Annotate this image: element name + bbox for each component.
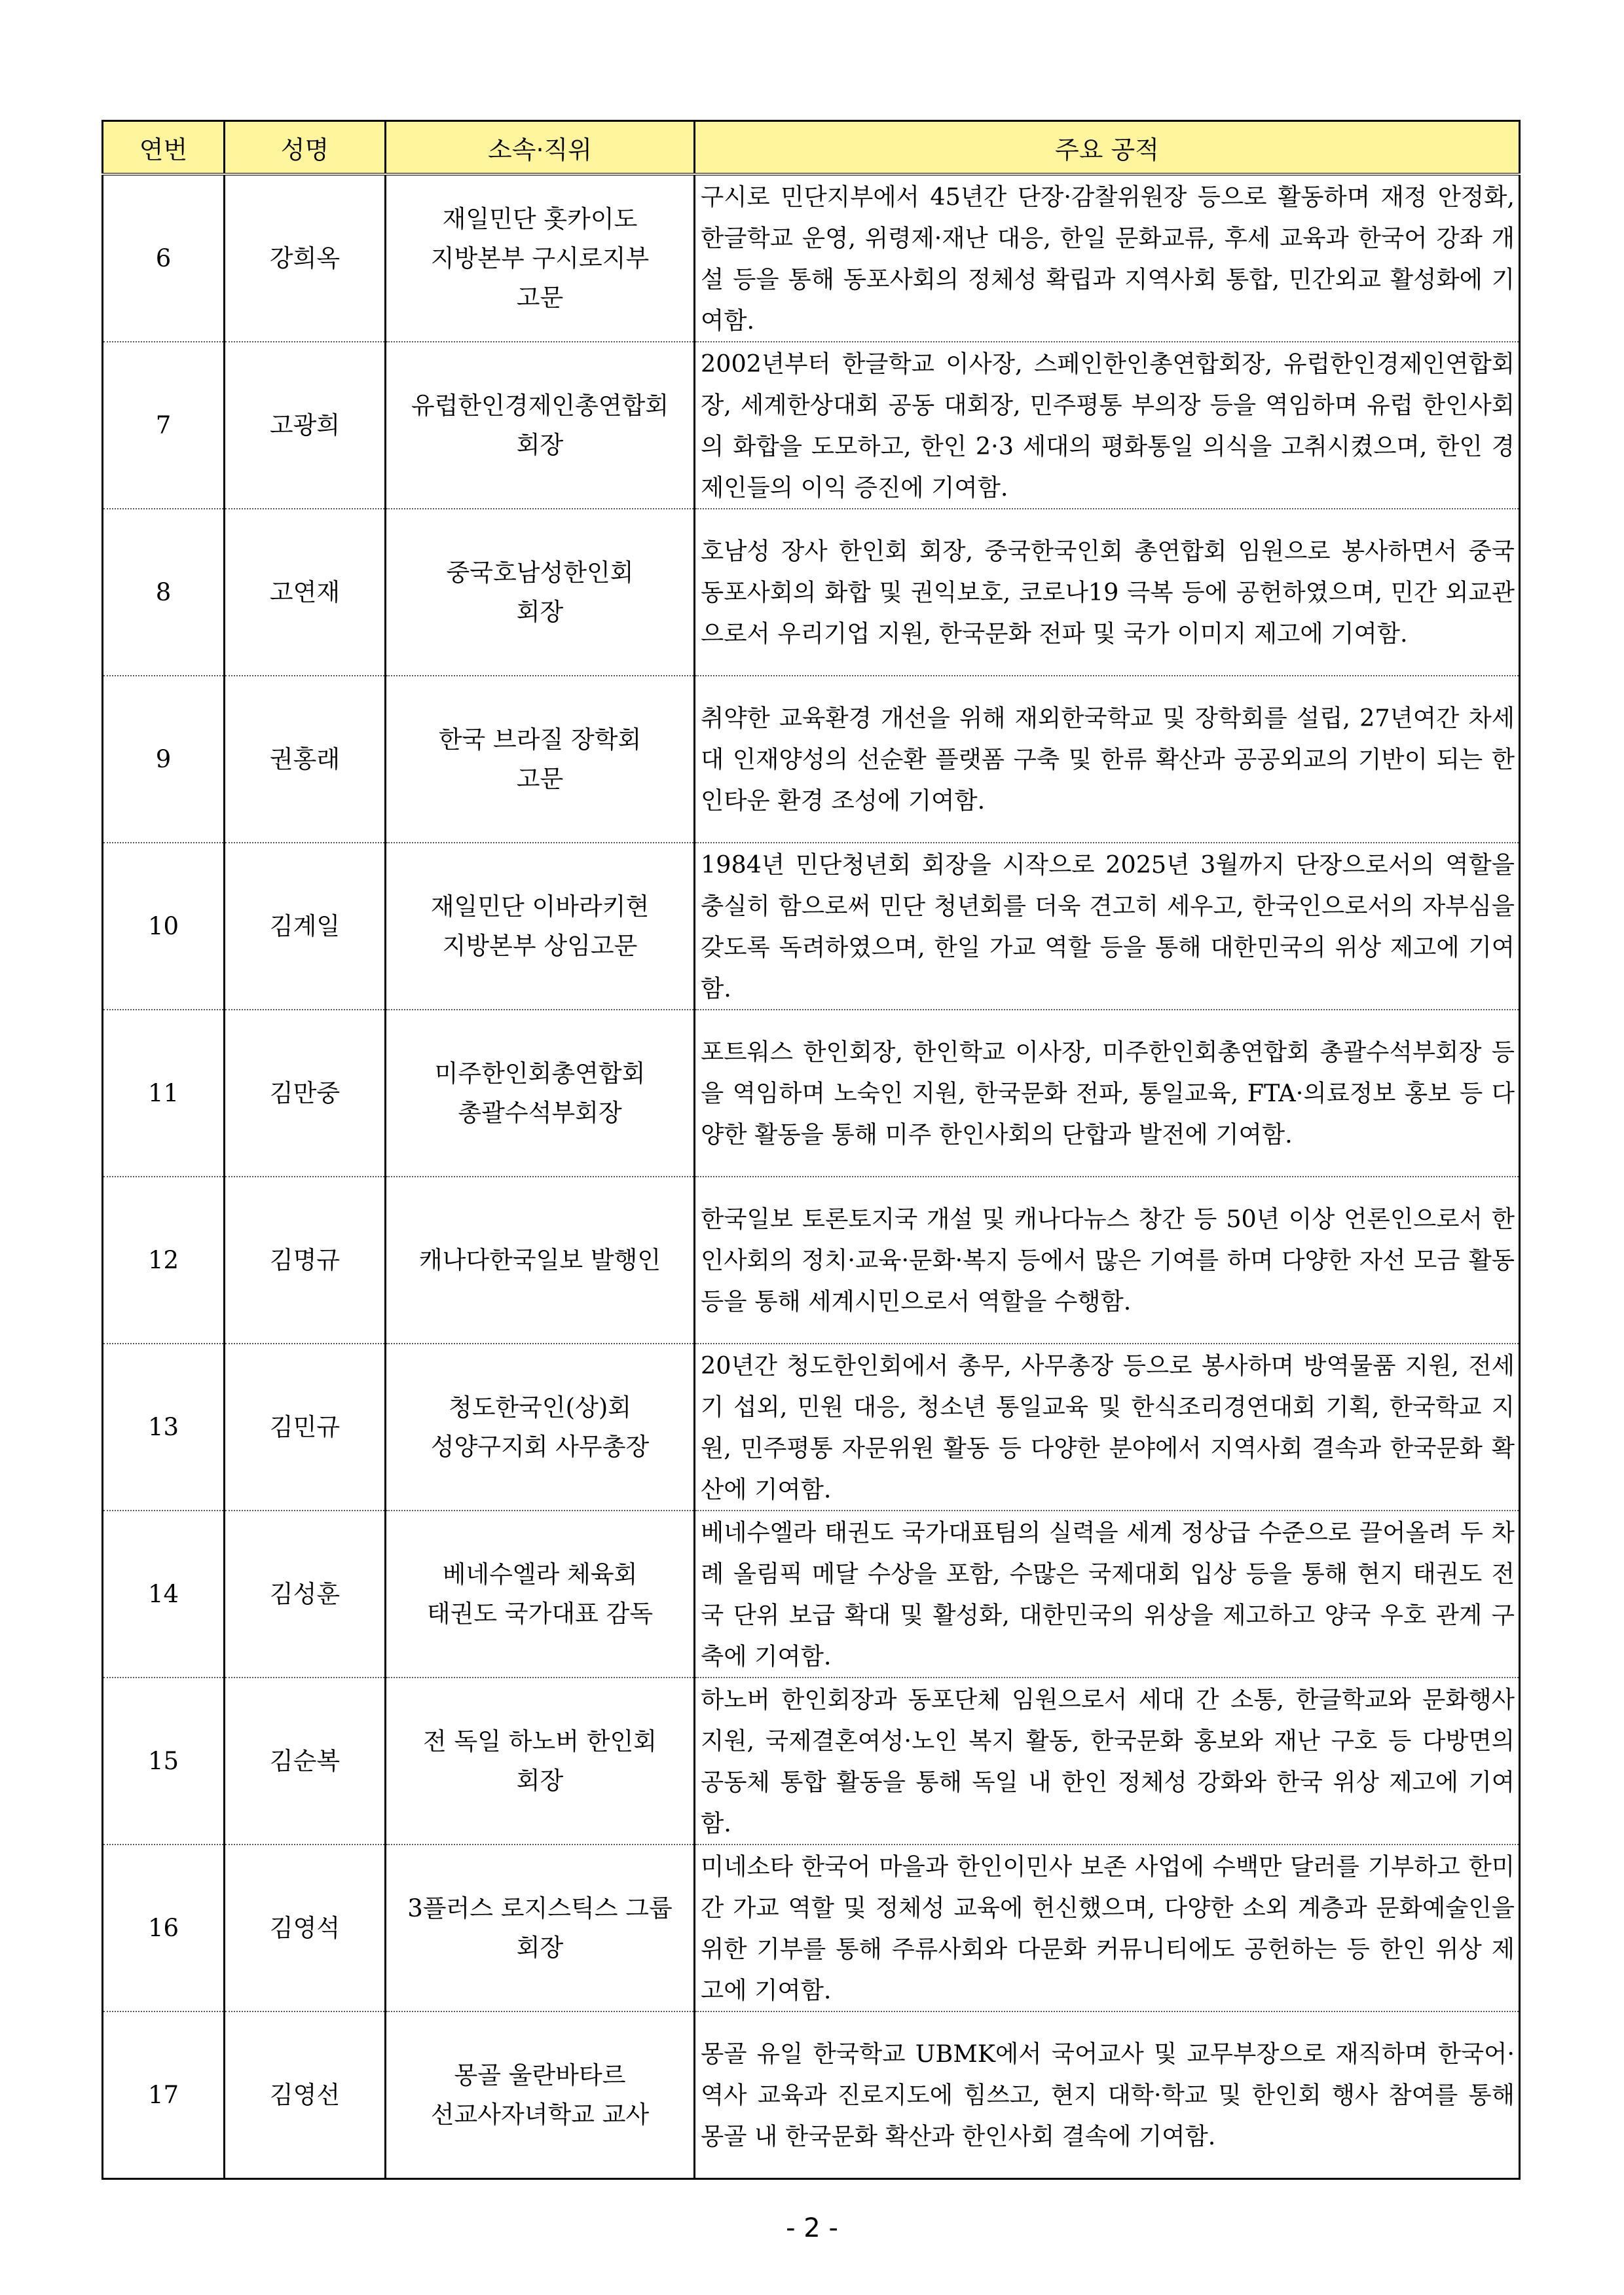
affiliation-line: 베네수엘라 체육회 [442, 1560, 638, 1588]
achievements-text: 2002년부터 한글학교 이사장, 스페인한인총연합회장, 유럽한인경제인연합회장, 세계한상대회 공동 대회장, 민주평통 부의장 등을 역임하며 유럽 한인사회의 화합을 도모하고, 한인 2·3 세대의 평화통일 의식을 고취시켰으며, 한인 경제인들의 이익 증진에 기여함. [695, 342, 1520, 509]
person-name: 김영석 [225, 1845, 386, 2011]
table-header-row [103, 121, 1520, 175]
header-name: 성명 [225, 121, 386, 175]
table-row [103, 509, 1520, 676]
row-number: 6 [103, 174, 225, 342]
affiliation-line: 고문 [516, 283, 564, 312]
affiliation-cell [386, 843, 695, 1010]
awards-table [101, 120, 1521, 2180]
affiliation-line: 3플러스 로지스틱스 그룹 [407, 1894, 673, 1922]
affiliation-line: 유럽한인경제인총연합회 [411, 391, 669, 420]
affiliation-line: 성양구지회 사무총장 [430, 1432, 650, 1461]
affiliation-line: 한국 브라질 장학회 [438, 725, 642, 754]
affiliation-line: 재일민단 이바라키현 [430, 892, 650, 921]
row-number: 7 [103, 342, 225, 509]
affiliation-line: 몽골 울란바타르 [454, 2061, 626, 2089]
table-row [103, 174, 1520, 342]
header-affiliation: 소속·직위 [386, 121, 695, 175]
affiliation-line: 태권도 국가대표 감독 [426, 1599, 654, 1628]
affiliation-cell [386, 676, 695, 843]
table-row [103, 676, 1520, 843]
affiliation-cell [386, 1678, 695, 1845]
affiliation-cell [386, 1177, 695, 1344]
achievements-text: 구시로 민단지부에서 45년간 단장·감찰위원장 등으로 활동하며 재정 안정화, 한글학교 운영, 위령제·재난 대응, 한일 문화교류, 후세 교육과 한국어 강좌 개설 등을 통해 동포사회의 정체성 확립과 지역사회 통합, 민간외교 활성화에 기여함. [695, 174, 1520, 342]
person-name: 김성훈 [225, 1511, 386, 1678]
affiliation-line: 고문 [516, 764, 564, 793]
document-page [101, 120, 1519, 2180]
table-row [103, 843, 1520, 1010]
row-number: 11 [103, 1010, 225, 1177]
affiliation-line: 회장 [516, 597, 564, 626]
person-name: 김계일 [225, 843, 386, 1010]
person-name: 권홍래 [225, 676, 386, 843]
table-body [103, 174, 1520, 2179]
person-name: 김민규 [225, 1344, 386, 1511]
table-row [103, 2011, 1520, 2179]
affiliation-line: 총괄수석부회장 [458, 1098, 622, 1127]
affiliation-cell [386, 1010, 695, 1177]
row-number: 10 [103, 843, 225, 1010]
affiliation-line: 전 독일 하노버 한인회 [423, 1727, 657, 1755]
achievements-text: 미네소타 한국어 마을과 한인이민사 보존 사업에 수백만 달러를 기부하고 한미 간 가교 역할 및 정체성 교육에 헌신했으며, 다양한 소외 계층과 문화예술인을 위한 기부를 통해 주류사회와 다문화 커뮤니티에도 공헌하는 등 한인 위상 제고에 기여함. [695, 1845, 1520, 2011]
affiliation-line: 재일민단 홋카이도 [442, 204, 638, 233]
achievements-text: 몽골 유일 한국학교 UBMK에서 국어교사 및 교무부장으로 재직하며 한국어·역사 교육과 진로지도에 힘쓰고, 현지 대학·학교 및 한인회 행사 참여를 통해 몽골 내 한국문화 확산과 한인사회 결속에 기여함. [695, 2011, 1520, 2179]
table-row [103, 1177, 1520, 1344]
affiliation-line: 선교사자녀학교 교사 [430, 2100, 650, 2129]
affiliation-line: 캐나다한국일보 발행인 [418, 1245, 661, 1274]
affiliation-line: 회장 [516, 1766, 564, 1795]
affiliation-cell [386, 1845, 695, 2011]
achievements-text: 호남성 장사 한인회 회장, 중국한국인회 총연합회 임원으로 봉사하면서 중국 동포사회의 화합 및 권익보호, 코로나19 극복 등에 공헌하였으며, 민간 외교관으로서 우리기업 지원, 한국문화 전파 및 국가 이미지 제고에 기여함. [695, 509, 1520, 676]
person-name: 강희옥 [225, 174, 386, 342]
affiliation-line: 회장 [516, 430, 564, 459]
achievements-text: 하노버 한인회장과 동포단체 임원으로서 세대 간 소통, 한글학교와 문화행사 지원, 국제결혼여성·노인 복지 활동, 한국문화 홍보와 재난 구호 등 다방면의 공동체 통합 활동을 통해 독일 내 한인 정체성 강화와 한국 위상 제고에 기여함. [695, 1678, 1520, 1845]
row-number: 14 [103, 1511, 225, 1678]
affiliation-cell [386, 174, 695, 342]
affiliation-line: 미주한인회총연합회 [434, 1059, 646, 1088]
person-name: 김영선 [225, 2011, 386, 2179]
row-number: 15 [103, 1678, 225, 1845]
table-row [103, 1511, 1520, 1678]
achievements-text: 20년간 청도한인회에서 총무, 사무총장 등으로 봉사하며 방역물품 지원, 전세기 섭외, 민원 대응, 청소년 통일교육 및 한식조리경연대회 기획, 한국학교 지원, 민주평통 자문위원 활동 등 다양한 분야에서 지역사회 결속과 한국문화 확산에 기여함. [695, 1344, 1520, 1511]
affiliation-line: 중국호남성한인회 [446, 558, 634, 587]
affiliation-line: 지방본부 상임고문 [442, 931, 638, 960]
person-name: 고연재 [225, 509, 386, 676]
achievements-text: 한국일보 토론토지국 개설 및 캐나다뉴스 창간 등 50년 이상 언론인으로서 한인사회의 정치·교육·문화·복지 등에서 많은 기여를 하며 다양한 자선 모금 활동 등을 통해 세계시민으로서 역할을 수행함. [695, 1177, 1520, 1344]
row-number: 12 [103, 1177, 225, 1344]
row-number: 16 [103, 1845, 225, 2011]
row-number: 8 [103, 509, 225, 676]
row-number: 13 [103, 1344, 225, 1511]
achievements-text: 1984년 민단청년회 회장을 시작으로 2025년 3월까지 단장으로서의 역할을 충실히 함으로써 민단 청년회를 더욱 견고히 세우고, 한국인으로서의 자부심을 갖도록 독려하였으며, 한일 가교 역할 등을 통해 대한민국의 위상 제고에 기여함. [695, 843, 1520, 1010]
person-name: 고광희 [225, 342, 386, 509]
row-number: 17 [103, 2011, 225, 2179]
row-number: 9 [103, 676, 225, 843]
table-row [103, 1010, 1520, 1177]
header-no: 연번 [103, 121, 225, 175]
person-name: 김명규 [225, 1177, 386, 1344]
table-row [103, 1845, 1520, 2011]
header-achievements: 주요 공적 [695, 121, 1520, 175]
affiliation-line: 회장 [516, 1933, 564, 1962]
affiliation-line: 지방본부 구시로지부 [430, 244, 650, 272]
person-name: 김만중 [225, 1010, 386, 1177]
achievements-text: 포트워스 한인회장, 한인학교 이사장, 미주한인회총연합회 총괄수석부회장 등을 역임하며 노숙인 지원, 한국문화 전파, 통일교육, FTA·의료정보 홍보 등 다양한 활동을 통해 미주 한인사회의 단합과 발전에 기여함. [695, 1010, 1520, 1177]
person-name: 김순복 [225, 1678, 386, 1845]
achievements-text: 베네수엘라 태권도 국가대표팀의 실력을 세계 정상급 수준으로 끌어올려 두 차례 올림픽 메달 수상을 포함, 수많은 국제대회 입상 등을 통해 현지 태권도 전국 단위 보급 확대 및 활성화, 대한민국의 위상을 제고하고 양국 우호 관계 구축에 기여함. [695, 1511, 1520, 1678]
page-number: - 2 - [786, 2213, 838, 2243]
affiliation-cell [386, 342, 695, 509]
table-row [103, 342, 1520, 509]
affiliation-cell [386, 1511, 695, 1678]
achievements-text: 취약한 교육환경 개선을 위해 재외한국학교 및 장학회를 설립, 27년여간 차세대 인재양성의 선순환 플랫폼 구축 및 한류 확산과 공공외교의 기반이 되는 한인타운 환경 조성에 기여함. [695, 676, 1520, 843]
affiliation-cell [386, 1344, 695, 1511]
table-row [103, 1678, 1520, 1845]
affiliation-cell [386, 2011, 695, 2179]
table-row [103, 1344, 1520, 1511]
affiliation-cell [386, 509, 695, 676]
affiliation-line: 청도한국인(상)회 [448, 1393, 632, 1422]
